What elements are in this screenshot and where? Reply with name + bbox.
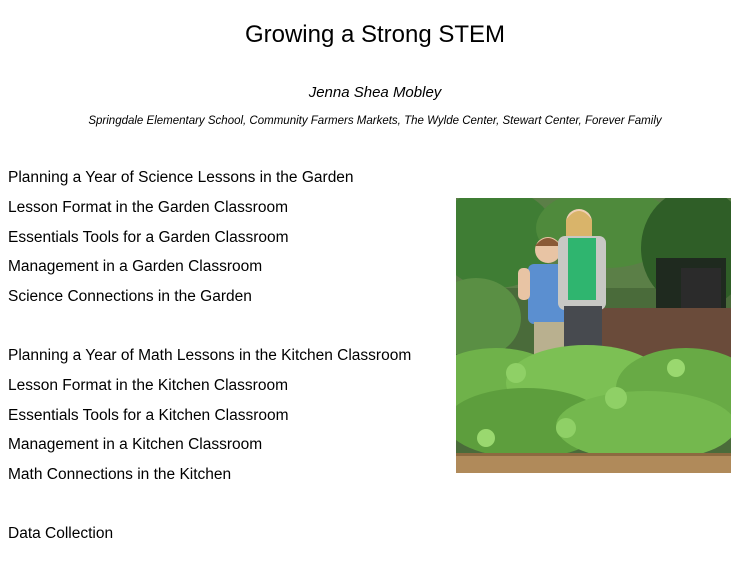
topic-item: Data Collection bbox=[8, 525, 114, 542]
topic-item: Planning a Year of Math Lessons in the Kitchen Classroom bbox=[8, 347, 412, 364]
affiliations: Springdale Elementary School, Community Farmers Markets, The Wylde Center, Stewart Center, Forever Family bbox=[88, 115, 662, 127]
science-topic-list bbox=[8, 163, 354, 312]
topic-item: Management in a Garden Classroom bbox=[8, 258, 263, 276]
data-topic-list bbox=[8, 519, 113, 549]
topic-item: Planning a Year of Science Lessons in the Garden bbox=[8, 169, 354, 186]
topic-item: Math Connections in the Kitchen bbox=[8, 466, 232, 483]
topic-item: Lesson Format in the Garden Classroom bbox=[8, 198, 288, 216]
kitchen-topic-list bbox=[8, 341, 411, 490]
topic-item: Science Connections in the Garden bbox=[8, 288, 252, 305]
topic-item: Management in a Kitchen Classroom bbox=[8, 436, 263, 454]
topic-item: Essentials Tools for a Kitchen Classroom bbox=[8, 406, 289, 424]
garden-photo bbox=[456, 198, 731, 473]
topic-item: Lesson Format in the Kitchen Classroom bbox=[8, 376, 288, 394]
page-title: Growing a Strong STEM bbox=[244, 21, 506, 48]
topic-item: Essentials Tools for a Garden Classroom bbox=[8, 228, 289, 246]
author-name: Jenna Shea Mobley bbox=[308, 84, 442, 101]
